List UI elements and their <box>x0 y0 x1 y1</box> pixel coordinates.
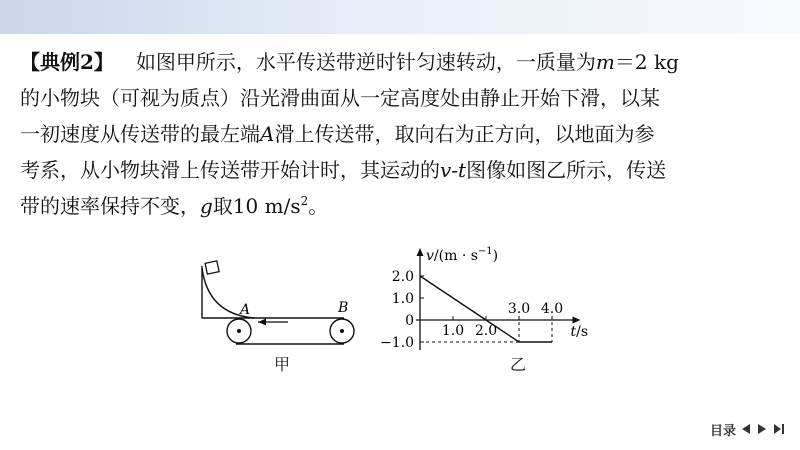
x-axis-label: t/s <box>570 324 589 340</box>
conveyor-diagram <box>196 256 376 352</box>
triangle-right-icon <box>756 423 768 435</box>
figure-yi <box>360 240 620 360</box>
gravity-exponent: 2 <box>300 194 309 208</box>
vt-symbol: v-t <box>440 158 467 182</box>
problem-line-1-text: 如图甲所示，水平传送带逆时针匀速转动，一质量为 <box>135 50 596 74</box>
problem-line-2-text: 的小物块（可视为质点）沿光滑曲面从一定高度处由静止开始下滑，以某 <box>20 86 660 110</box>
last-button[interactable] <box>772 423 786 435</box>
figure-yi-caption: 乙 <box>509 355 526 374</box>
skip-to-end-icon <box>772 423 786 435</box>
example-tag-open: 【典例 <box>20 50 80 74</box>
mass-value: ＝2 kg <box>614 50 679 74</box>
problem-line-2 <box>20 80 780 116</box>
triangle-left-icon <box>740 423 752 435</box>
figure-jia-caption: 甲 <box>273 355 290 374</box>
problem-line-3 <box>20 116 780 152</box>
belt-arrow-head <box>258 319 266 326</box>
label-point-b: B <box>338 300 349 316</box>
y-tick-label: 2.0 <box>391 269 414 285</box>
x-tick-label: 3.0 <box>507 301 531 317</box>
slide-nav <box>710 418 786 440</box>
problem-line-1 <box>20 44 780 80</box>
prev-button[interactable] <box>740 423 752 435</box>
problem-line-5-text-a: 带的速率保持不变， <box>20 194 200 218</box>
x-axis-arrow <box>573 317 581 324</box>
point-a-symbol: A <box>260 122 275 146</box>
problem-text <box>20 44 780 224</box>
next-button[interactable] <box>756 423 768 435</box>
example-tag-number: 2 <box>80 50 94 74</box>
y-axis-label: $v/(m \cdot s^{-1})$ <box>426 246 499 264</box>
x-tick-label: 2.0 <box>474 323 498 339</box>
vt-graph <box>360 240 620 360</box>
x-tick-label: 1.0 <box>441 323 465 339</box>
problem-line-4 <box>20 152 780 188</box>
block <box>205 261 219 274</box>
gravity-symbol: g <box>200 194 213 218</box>
y-tick-label: 1.0 <box>391 291 414 307</box>
toc-button[interactable]: 目录 <box>709 423 736 439</box>
problem-line-4-text-b: 图像如图乙所示，传送 <box>466 158 667 182</box>
right-pulley-axle <box>340 329 344 333</box>
y-tick-label: 0 <box>405 313 414 329</box>
problem-line-5 <box>20 188 780 224</box>
figure-jia <box>196 256 376 352</box>
problem-line-3-text-b: 滑上传送带，取向右为正方向，以地面为参 <box>274 122 655 146</box>
problem-line-4-text-a: 考系，从小物块滑上传送带开始计时，其运动的 <box>20 158 440 182</box>
y-tick-label: −1.0 <box>380 335 414 351</box>
y-axis-arrow <box>417 248 424 256</box>
mass-symbol: m <box>595 50 615 74</box>
label-point-a: A <box>240 302 251 318</box>
problem-line-3-text-a: 一初速度从传送带的最左端 <box>20 122 260 146</box>
left-pulley-axle <box>237 329 241 333</box>
header-bar <box>0 0 800 34</box>
example-tag <box>20 50 114 74</box>
gravity-value: 取10 m/s <box>212 194 301 218</box>
example-tag-close: 】 <box>93 50 114 74</box>
problem-line-5-end: 。 <box>308 194 329 218</box>
x-tick-label: 4.0 <box>540 301 564 317</box>
